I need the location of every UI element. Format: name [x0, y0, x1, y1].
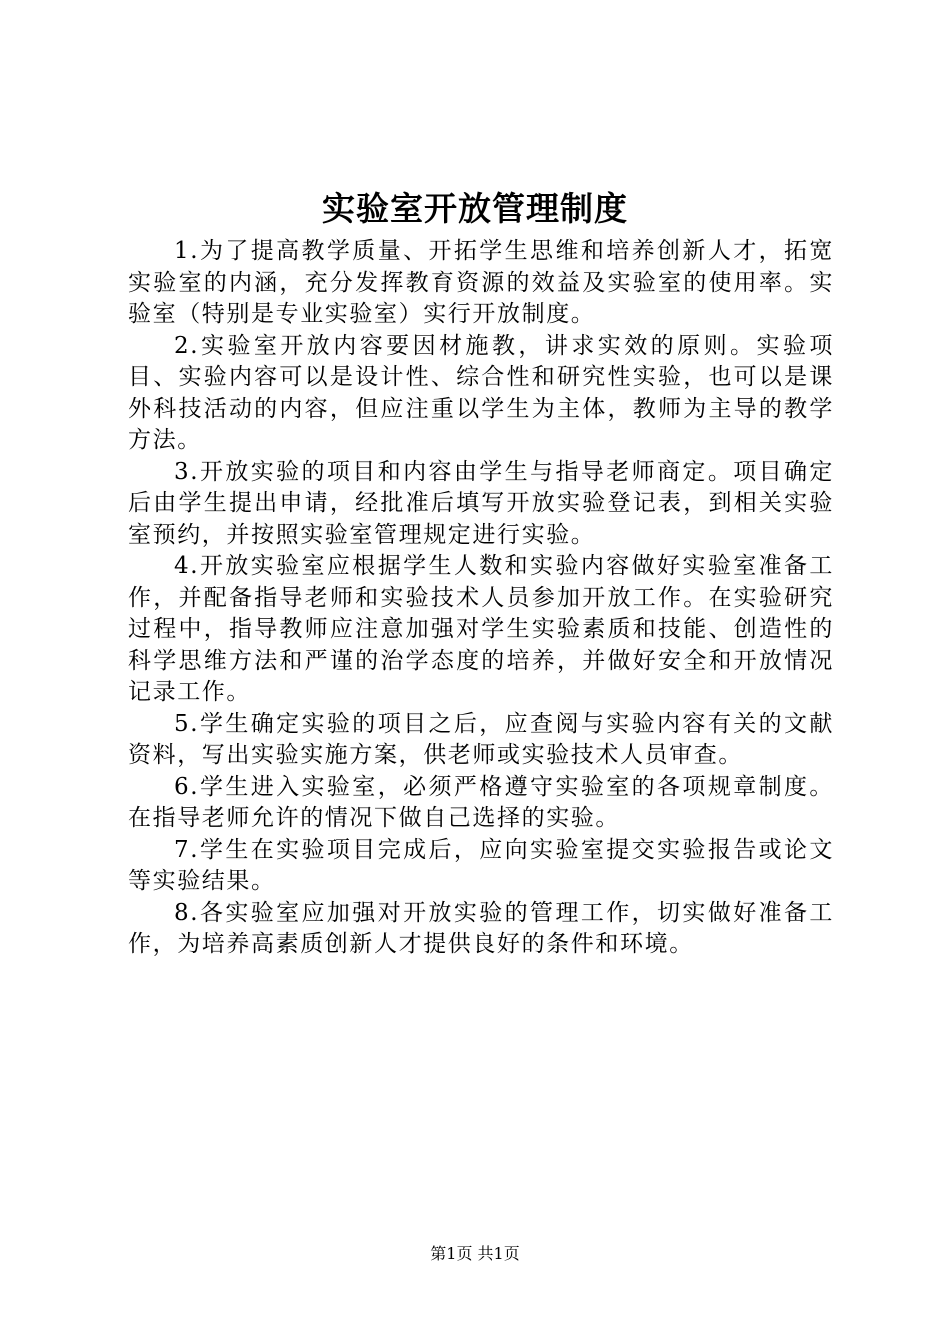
document-body: [128, 236, 834, 961]
page-footer: 第1页 共1页: [430, 1244, 520, 1263]
document-title: 实验室开放管理制度: [322, 189, 628, 228]
paragraph-7: 7.学生在实验项目完成后，应向实验室提交实验报告或论文等实验结果。: [128, 836, 834, 894]
paragraph-4: 4.开放实验室应根据学生人数和实验内容做好实验室准备工作，并配备指导老师和实验技术人员参加开放工作。在实验研究过程中，指导教师应注意加强对学生实验素质和技能、创造性的科学思维方法和严谨的治学态度的培养，并做好安全和开放情况记录工作。: [128, 553, 834, 705]
paragraph-8: 8.各实验室应加强对开放实验的管理工作，切实做好准备工作，为培养高素质创新人才提供良好的条件和环境。: [128, 899, 834, 957]
paragraph-3: 3.开放实验的项目和内容由学生与指导老师商定。项目确定后由学生提出申请，经批准后填写开放实验登记表，到相关实验室预约，并按照实验室管理规定进行实验。: [128, 458, 834, 548]
paragraph-5: 5.学生确定实验的项目之后，应查阅与实验内容有关的文献资料，写出实验实施方案，供老师或实验技术人员审查。: [128, 710, 834, 768]
paragraph-1: 1.为了提高教学质量、开拓学生思维和培养创新人才，拓宽实验室的内涵，充分发挥教育资源的效益及实验室的使用率。实验室（特别是专业实验室）实行开放制度。: [128, 238, 834, 327]
paragraph-2: 2.实验室开放内容要因材施教，讲求实效的原则。实验项目、实验内容可以是设计性、综合性和研究性实验，也可以是课外科技活动的内容，但应注重以学生为主体，教师为主导的教学方法。: [128, 332, 834, 453]
paragraph-6: 6.学生进入实验室，必须严格遵守实验室的各项规章制度。在指导老师允许的情况下做自己选择的实验。: [128, 773, 834, 831]
